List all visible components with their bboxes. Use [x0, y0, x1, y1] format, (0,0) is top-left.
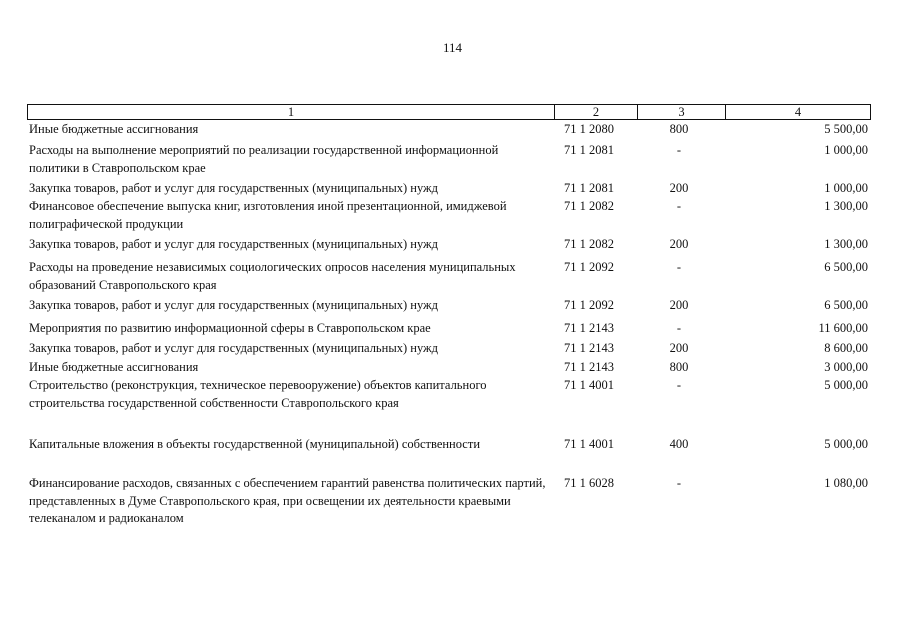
row-code: 71 1 4001	[564, 437, 614, 451]
page-number: 114	[442, 40, 463, 55]
row-vr: -	[676, 260, 682, 274]
row-amount: 1 000,00	[824, 143, 868, 157]
row-name: Финансовое обеспечение выпуска книг, изготовления иной презентационной, имиджевой полиграфической продукции	[29, 199, 507, 231]
row-name: Расходы на проведение независимых социологических опросов населения муниципальных образований Ставропольского края	[29, 260, 516, 292]
row-amount: 1 300,00	[824, 237, 868, 251]
row-vr: 200	[669, 237, 689, 251]
header-col-4: 4	[794, 105, 802, 119]
row-amount: 5 500,00	[824, 122, 868, 136]
row-vr: 800	[669, 122, 689, 136]
row-vr: -	[676, 199, 682, 213]
row-amount: 8 600,00	[824, 341, 868, 355]
header-col-2: 2	[555, 105, 638, 119]
row-vr: -	[676, 143, 682, 157]
row-name: Иные бюджетные ассигнования	[29, 122, 199, 136]
header-col-3: 3	[638, 105, 726, 119]
row-code: 71 1 4001	[564, 378, 614, 392]
row-name: Мероприятия по развитию информационной сферы в Ставропольском крае	[29, 321, 431, 335]
row-amount: 11 600,00	[818, 321, 868, 335]
row-vr: 200	[669, 181, 689, 195]
row-code: 71 1 2080	[564, 122, 614, 136]
row-code: 71 1 2092	[564, 298, 614, 312]
row-name: Расходы на выполнение мероприятий по реализации государственной информационной политики в Ставропольском крае	[29, 143, 499, 175]
row-amount: 3 000,00	[824, 360, 868, 374]
row-code: 71 1 2143	[564, 360, 614, 374]
row-name: Строительство (реконструкция, техническое перевооружение) объектов капитального строительства государственной собственности Ставропольского края	[29, 378, 487, 410]
row-name: Финансирование расходов, связанных с обеспечением гарантий равенства политических партий, представленных в Думе Ставропольского края, при освещении их деятельности краевыми телеканалом и радиоканалом	[29, 476, 546, 525]
row-name: Иные бюджетные ассигнования	[29, 360, 199, 374]
row-code: 71 1 2081	[564, 181, 614, 195]
row-name: Закупка товаров, работ и услуг для государственных (муниципальных) нужд	[29, 341, 439, 355]
row-amount: 1 000,00	[824, 181, 868, 195]
row-name: Закупка товаров, работ и услуг для государственных (муниципальных) нужд	[29, 298, 439, 312]
row-code: 71 1 6028	[564, 476, 614, 490]
row-amount: 5 000,00	[824, 437, 868, 451]
row-vr: 400	[669, 437, 689, 451]
row-vr: 800	[669, 360, 689, 374]
row-code: 71 1 2081	[564, 143, 614, 157]
header-col-1: 1	[28, 105, 555, 119]
row-code: 71 1 2082	[564, 237, 614, 251]
row-amount: 6 500,00	[824, 260, 868, 274]
row-vr: 200	[669, 298, 689, 312]
row-code: 71 1 2082	[564, 199, 614, 213]
row-vr: -	[676, 321, 682, 335]
row-code: 71 1 2143	[564, 321, 614, 335]
row-code: 71 1 2092	[564, 260, 614, 274]
row-vr: -	[676, 378, 682, 392]
row-name: Капитальные вложения в объекты государственной (муниципальной) собственности	[29, 437, 481, 451]
row-amount: 1 300,00	[824, 199, 868, 213]
row-amount: 5 000,00	[824, 378, 868, 392]
row-code: 71 1 2143	[564, 341, 614, 355]
table-header	[27, 104, 871, 120]
row-vr: -	[676, 476, 682, 490]
row-vr: 200	[669, 341, 689, 355]
row-name: Закупка товаров, работ и услуг для государственных (муниципальных) нужд	[29, 181, 439, 195]
row-amount: 6 500,00	[824, 298, 868, 312]
row-amount: 1 080,00	[824, 476, 868, 490]
row-name: Закупка товаров, работ и услуг для государственных (муниципальных) нужд	[29, 237, 439, 251]
